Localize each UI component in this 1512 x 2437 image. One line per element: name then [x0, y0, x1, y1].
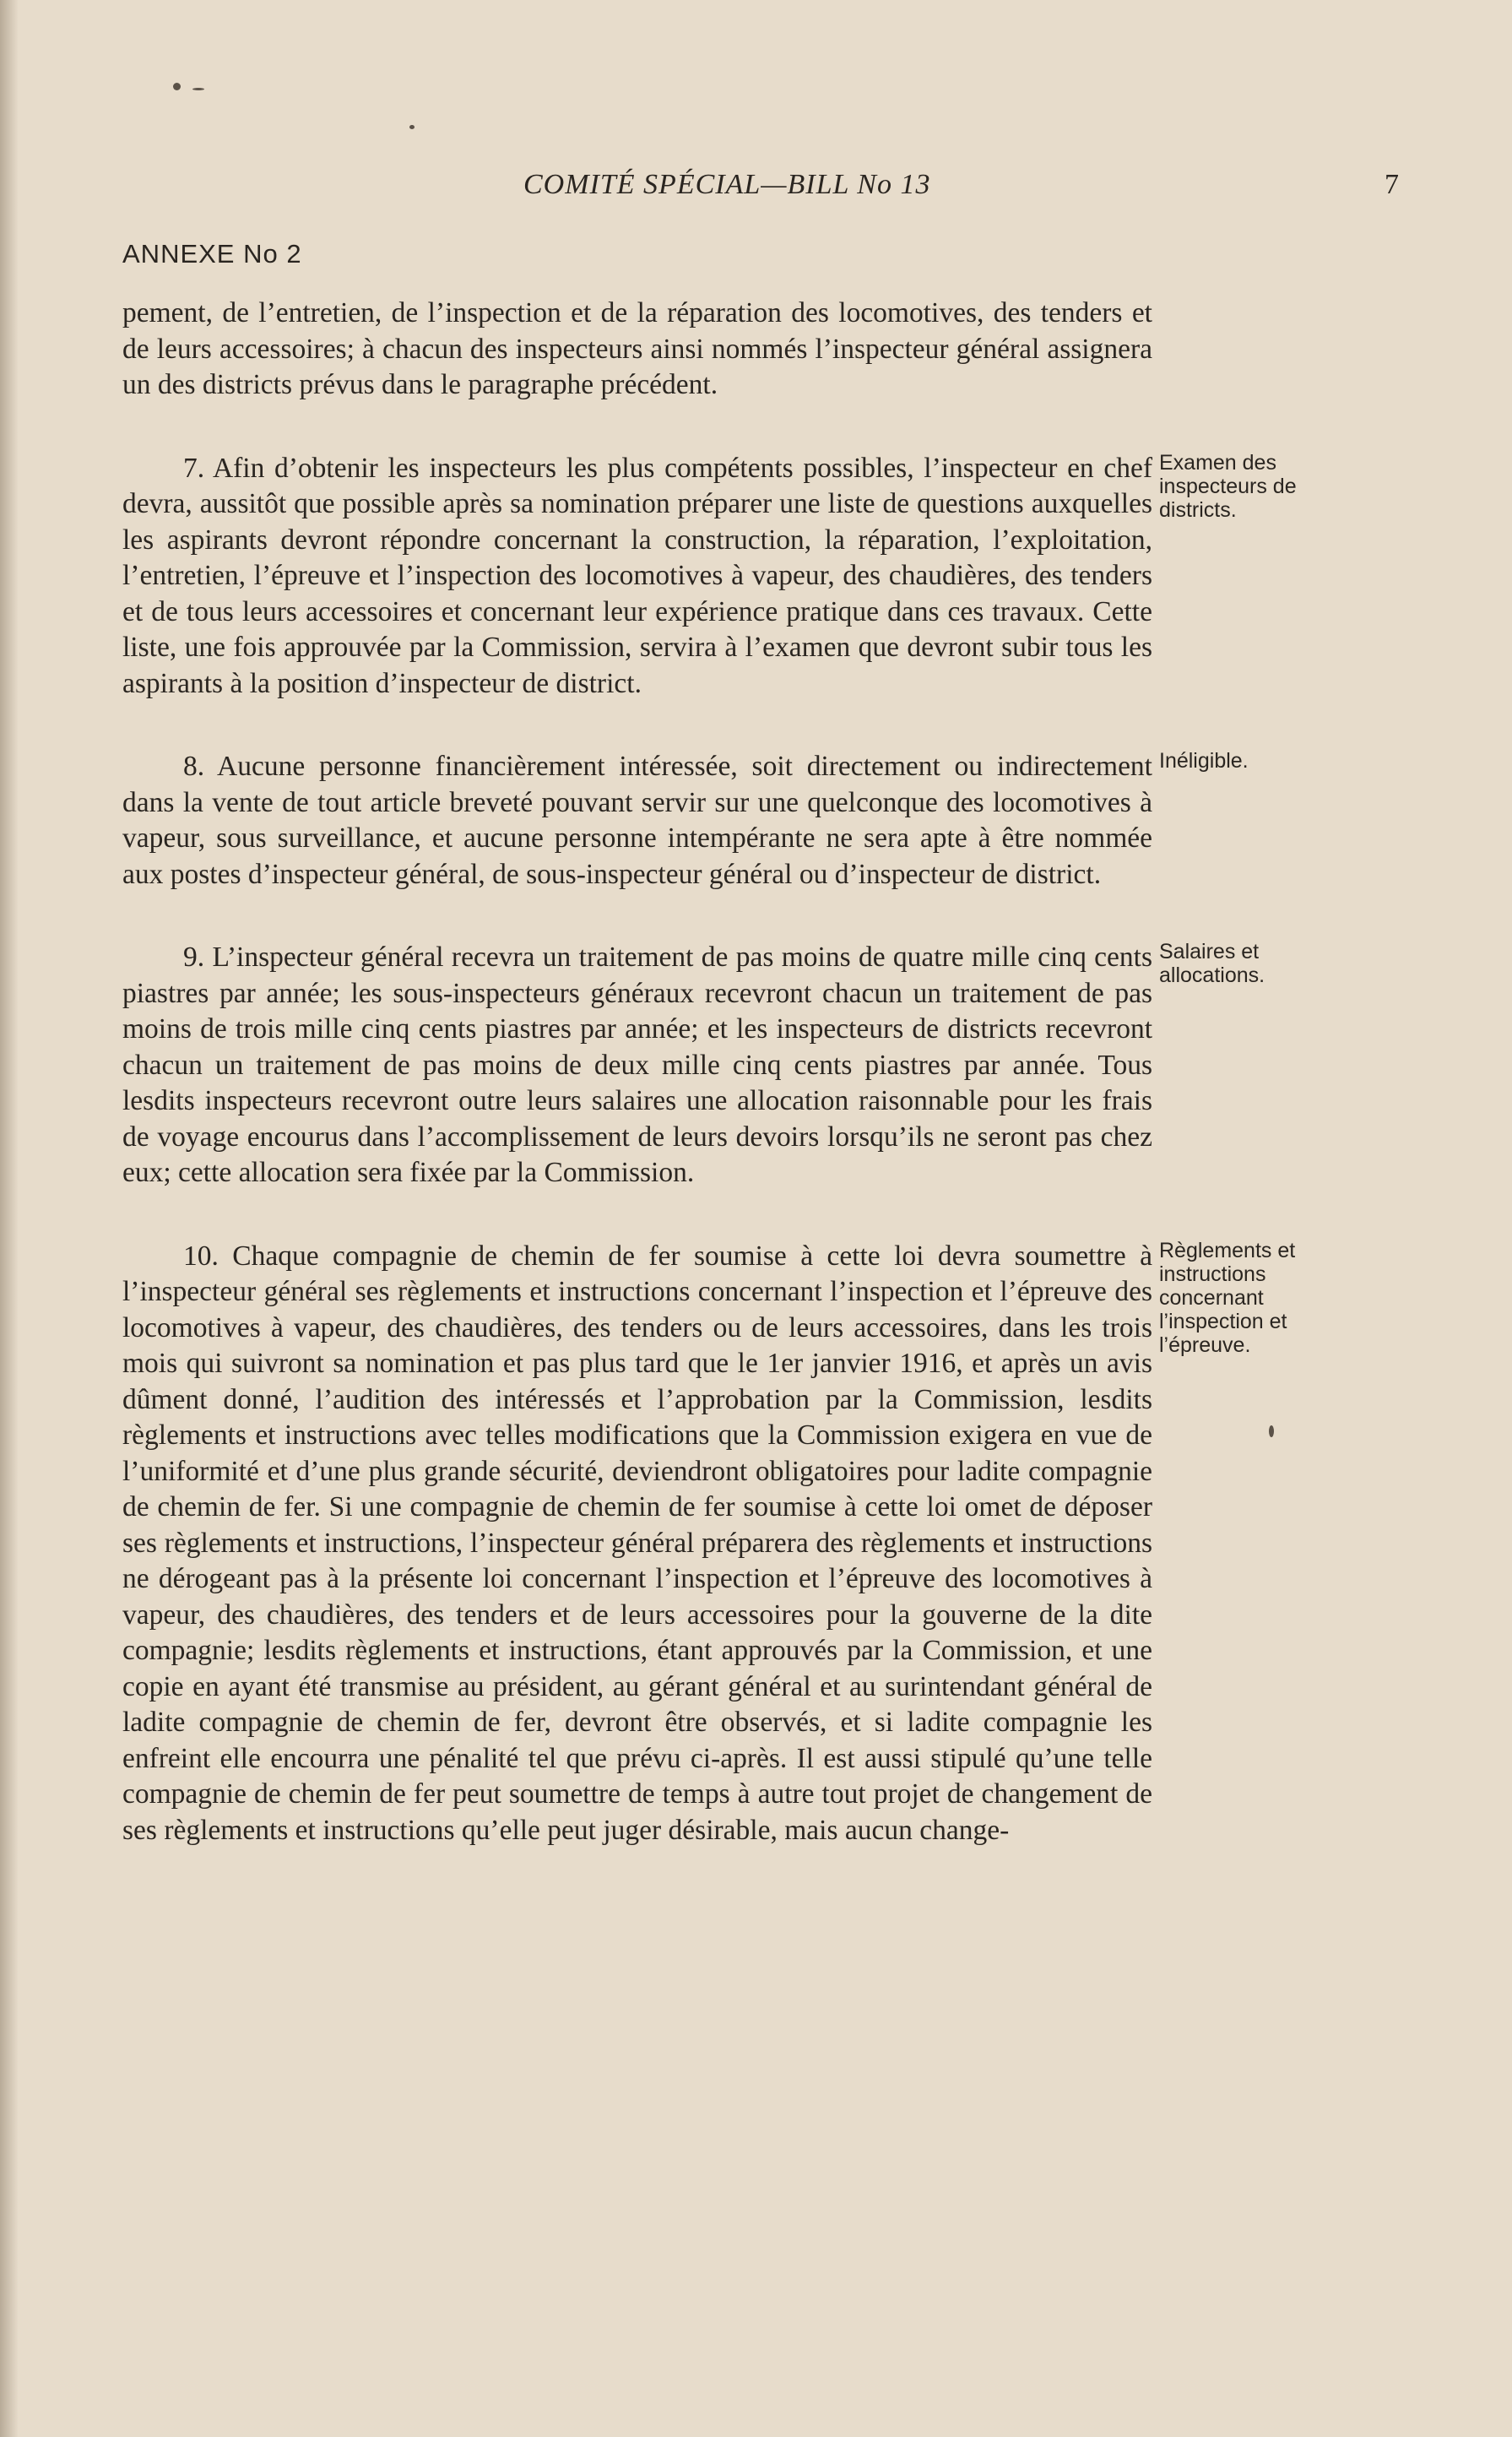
paragraph-text: 8. Aucune personne financièrement intéressée, soit directement ou indirectement dans la vente de tout article breveté pouvant servir sur une quelconque des locomotives à vapeur, sous surveillance, et aucune personne intempérante ne sera apte à être nommée aux postes d’inspecteur général, de sous-inspecteur général ou d’inspecteur de district. [122, 751, 1152, 890]
margin-note: Règlements et instructions concernant l’inspection et l’épreuve. [1159, 1238, 1296, 1357]
page-edge-shadow [0, 0, 19, 2437]
page-number: 7 [1385, 169, 1399, 200]
margin-note: Examen des inspecteurs de districts. [1159, 450, 1297, 522]
ink-speck [192, 88, 204, 90]
paragraph-continuation [122, 296, 1152, 404]
paragraph-section-7 [122, 450, 1297, 703]
paragraph-section-10 [122, 1238, 1296, 1849]
margin-note: Salaires et allocations. [1159, 940, 1265, 987]
annex-label: ANNEXE No 2 [122, 239, 302, 269]
body-text [122, 296, 1297, 1896]
paragraph-text: 10. Chaque compagnie de chemin de fer soumise à cette loi devra soumettre à l’inspecteur général ses règlements et instructions concernant l’inspection et l’épreuve des locomotives à vapeur, des chaudières, des tenders ou de leurs accessoires, dans les trois mois qui suivront sa nomination et pas plus tard que le 1er janvier 1916, et après un avis dûment donné, l’audition des intéressés et l’approbation par la Commission, lesdits règlements et instructions avec telles modifications que la Commission exigera en vue de l’uniformité et d’une plus grande sécurité, deviendront obligatoires pour ladite compagnie de chemin de fer. Si une compagnie de chemin de fer soumise à cette loi omet de déposer ses règlements et instructions, l’inspecteur général préparera des règlements et instructions ne dérogeant pas à la présente loi concernant l’inspection et l’épreuve des locomotives à vapeur, des chaudières, des tenders et de leurs accessoires pour la gouverne de la dite compagnie; lesdits règlements et instructions, étant approuvés par la Commission, et une copie en ayant été transmise au président, au gérant général et au surintendant général de ladite compagnie de chemin de fer, devront être observés, et si ladite compagnie les enfreint elle encourra une pénalité tel que prévu ci-après. Il est aussi stipulé qu’une telle compagnie de chemin de fer peut soumettre de temps à autre tout projet de changement de ses règlements et instructions qu’elle peut juger désirable, mais aucun change- [122, 1240, 1152, 1846]
ink-speck [409, 125, 415, 129]
margin-note: Inéligible. [1159, 749, 1249, 773]
paragraph-text: 9. L’inspecteur général recevra un traitement de pas moins de quatre mille cinq cents piastres par année; les sous-inspecteurs généraux recevront chacun un traitement de pas moins de trois mille cinq cents piastres par année; et les inspecteurs de districts recevront chacun un traitement de pas moins de deux mille cinq cents piastres par année. Tous lesdits inspecteurs recevront outre leurs salaires une allocation raisonnable pour les frais de voyage encourus dans l’accomplissement de leurs devoirs lorsqu’ils ne seront pas chez eux; cette allocation sera fixée par la Commission. [122, 942, 1152, 1188]
ink-speck [1269, 1425, 1274, 1437]
paragraph-text: pement, de l’entretien, de l’inspection et de la réparation des locomotives, des tenders et de leurs accessoires; à chacun des inspecteurs ainsi nommés l’inspecteur général assignera un des districts prévus dans le paragraphe précédent. [122, 297, 1152, 400]
paragraph-section-9 [122, 940, 1265, 1191]
paragraph-text: 7. Afin d’obtenir les inspecteurs les plus compétents possibles, l’inspecteur en chef devra, aussitôt que possible après sa nomination préparer une liste de questions auxquelles les aspirants devront répondre concernant la construction, la réparation, l’exploitation, l’entretien, l’épreuve et l’inspection des locomotives à vapeur, des chaudières, des tenders et de tous leurs accessoires et concernant leur expérience pratique dans ces travaux. Cette liste, une fois approuvée par la Commission, servira à l’examen que devront subir tous les aspirants à la position d’inspecteur de district. [122, 452, 1152, 699]
ink-speck [173, 83, 181, 90]
paragraph-section-8 [122, 749, 1249, 893]
running-title: COMITÉ SPÉCIAL—BILL No 13 [523, 169, 931, 200]
running-header [0, 169, 1512, 211]
